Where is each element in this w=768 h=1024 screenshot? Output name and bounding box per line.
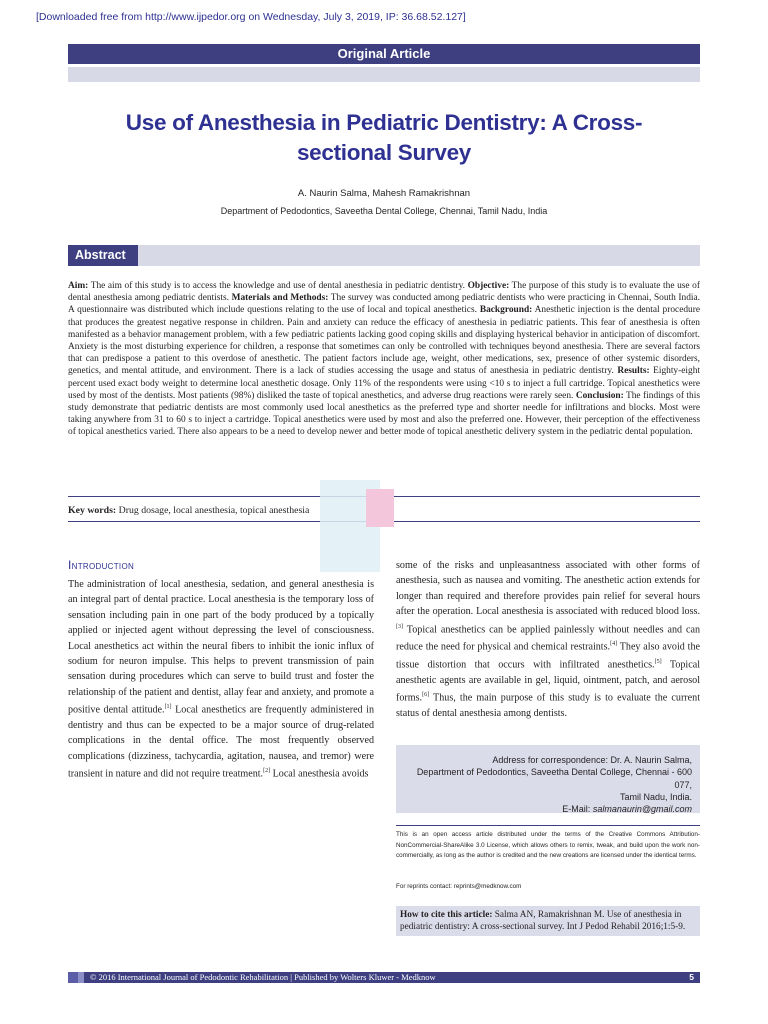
introduction-left-column bbox=[68, 577, 374, 782]
intro-text: Thus, the main purpose of this study is to evaluate the current status of dental anesthesia among dentists. bbox=[396, 692, 700, 720]
aim-label: Aim: bbox=[68, 281, 89, 291]
correspondence-box bbox=[396, 745, 700, 813]
footer-accent bbox=[78, 972, 84, 983]
abstract-heading: Abstract bbox=[68, 245, 138, 266]
paper-title: Use of Anesthesia in Pediatric Dentistry: A Cross-sectional Survey bbox=[125, 110, 643, 165]
footer-accent bbox=[68, 972, 78, 983]
correspondence-email-row bbox=[404, 803, 692, 815]
introduction-heading: Introduction bbox=[68, 558, 135, 572]
affiliation: Department of Pedodontics, Saveetha Dental College, Chennai, Tamil Nadu, India bbox=[220, 206, 548, 216]
abstract-body bbox=[68, 280, 700, 439]
reprints-contact: For reprints contact: reprints@medknow.com bbox=[396, 883, 522, 890]
results-text: Eighty-eight percent used exact body weight to determine local anesthetic dosage. Only 11% of the respondents were using <10 s to inject a full cartridge. Topical anesthetics were used by most of the dentists. Most patients (98%) disliked the taste of topical anesthetics, and adverse drug reactions were rarely seen. bbox=[68, 366, 700, 401]
abstract-header bbox=[68, 245, 700, 266]
objective-text: The purpose of this study is to evaluate the use of dental anesthesia among pediatric dentists. bbox=[68, 281, 700, 304]
watermark-accent bbox=[366, 489, 394, 527]
correspondence-line: Department of Pedodontics, Saveetha Dental College, Chennai - 600 077, bbox=[416, 767, 692, 790]
cite-text: Salma AN, Ramakrishnan M. Use of anesthesia in pediatric dentistry: A cross-sectional survey. Int J Pedod Rehabil 2016;1:5-9. bbox=[400, 910, 686, 932]
footer-copyright: © 2016 International Journal of Pedodontic Rehabilitation | Published by Wolters Kluwer - Medknow bbox=[90, 972, 436, 982]
aim-text: The aim of this study is to access the knowledge and use of dental anesthesia in pediatric dentistry. bbox=[90, 281, 465, 291]
intro-text: Topical anesthetics can be applied painlessly without needles and can reduce the need for physical and chemical restraints. bbox=[396, 623, 700, 653]
correspondence-line: Address for correspondence: Dr. A. Naurin Salma, bbox=[492, 755, 692, 765]
background-text: Anesthetic injection is the dental procedure that produces the greatest negative response in children. Pain and anxiety can reduce the efficacy of anesthesia in pediatric patients. This fear of anesthesia is often manifested as a behavior management problem, with a few pediatric patients lacking good coping skills and displaying hysterical behavior in anticipation of discomfort. Anxiety is the most disturbing experience for children, a response that sometimes can only be controlled with techniques beyond anesthesia. There are several factors that can predispose a patient to this overdose of anesthetic. The patient factors include age, weight, other medications, sex, presence of other systemic disorders, genetics, and mental attitude, and environment. There is a lack of studies accessing the usage and status of anesthesia in pediatric dentistry. bbox=[68, 305, 701, 377]
citation-ref[interactable]: [3] bbox=[396, 623, 403, 630]
page-number: 5 bbox=[689, 972, 694, 982]
citation-ref[interactable]: [4] bbox=[610, 641, 618, 648]
keywords-text: Drug dosage, local anesthesia, topical anesthesia bbox=[118, 505, 310, 516]
citation-box bbox=[396, 906, 700, 936]
results-label: Results: bbox=[617, 366, 650, 377]
intro-text: some of the risks and unpleasantness associated with other forms of anesthesia, such as nausea and vomiting. The anesthetic action extends for longer than required and therefore provides pain relief for several hours after the operation. Local anesthesia is associated with reduced blood loss. bbox=[396, 560, 700, 618]
license-notice: This is an open access article distributed under the terms of the Creative Commons Attribution-NonCommercial-ShareAlike 3.0 License, which allows others to remix, tweak, and build upon the work non-commercially, as long as the author is credited and the new creations are licensed under the identical terms. bbox=[396, 831, 700, 859]
objective-label: Objective: bbox=[467, 281, 510, 291]
authors: A. Naurin Salma, Mahesh Ramakrishnan bbox=[297, 188, 471, 199]
conclusion-label: Conclusion: bbox=[575, 390, 624, 401]
conclusion-text: The findings of this study demonstrate that pediatric dentists are most commonly used local anesthetics as the preferred type and shorter needle for infiltrations and blocks. Most were taking anywhere from 31 to 60 s to inject a cartridge. Topical anesthetics were used by most and also the preferred one. However, their perception of the effectiveness of topical anesthetics varied. There also appears to be a need to develop newer and better mode of topical anesthetic delivery system in the pediatric dental population. bbox=[68, 390, 700, 438]
article-type-banner: Original Article bbox=[68, 44, 700, 64]
background-label: Background: bbox=[479, 305, 533, 316]
intro-text: The administration of local anesthesia, sedation, and general anesthesia is an integral part of dental practice. Local anesthesia is the temporary loss of sensation including pain in one part of the body produced by a topically applied or injected agent without depressing the level of consciousness. Local anesthetics act within the neural fibers to inhibit the ionic influx of sodium for neuron impulse. This helps to prevent transmission of pain sensation during procedures which can serve to build trust and foster the relationship of the patient and dentist, allay fear and anxiety, and promote a positive dental attitude. bbox=[68, 579, 374, 716]
citation-ref[interactable]: [2] bbox=[263, 768, 271, 775]
intro-text: Topical anesthetic agents are available in gel, liquid, ointment, patch, and aerosol forms. bbox=[396, 659, 700, 704]
intro-text: Local anesthesia avoids bbox=[270, 768, 369, 780]
correspondence-line: Tamil Nadu, India. bbox=[619, 791, 692, 802]
citation-ref[interactable]: [6] bbox=[422, 692, 430, 699]
methods-text: The survey was conducted among pediatric dentists who were practicing in Chennai, South India. A questionnaire was distributed which include questions relating to the use of local and topical anesthetics. bbox=[68, 293, 701, 316]
intro-text: They also avoid the tissue distortion that occurs with infiltrated anesthetics. bbox=[396, 641, 700, 671]
email-label: E-Mail: bbox=[562, 804, 591, 815]
introduction-right-column bbox=[396, 558, 700, 722]
keywords-label: Key words: bbox=[68, 505, 117, 516]
page-footer bbox=[68, 972, 700, 983]
license-divider bbox=[396, 825, 700, 826]
methods-label: Materials and Methods: bbox=[231, 293, 329, 304]
banner-stripe bbox=[68, 67, 700, 82]
citation-ref[interactable]: [1] bbox=[164, 704, 172, 711]
download-notice: [Downloaded free from http://www.ijpedor.org on Wednesday, July 3, 2019, IP: 36.68.52.127] bbox=[36, 11, 466, 23]
citation-ref[interactable]: [5] bbox=[654, 659, 662, 666]
email-link[interactable]: salmanaurin@gmail.com bbox=[592, 804, 692, 815]
intro-text: Local anesthetics are frequently administered in dentistry and thus can be expected to be a major source of drug-related complications in the dental office. The most frequently observed complications (dizziness, tachycardia, agitation, nausea, and tremor) were transient in nature and did not require treatment. bbox=[68, 704, 375, 780]
cite-label: How to cite this article: bbox=[400, 910, 493, 920]
